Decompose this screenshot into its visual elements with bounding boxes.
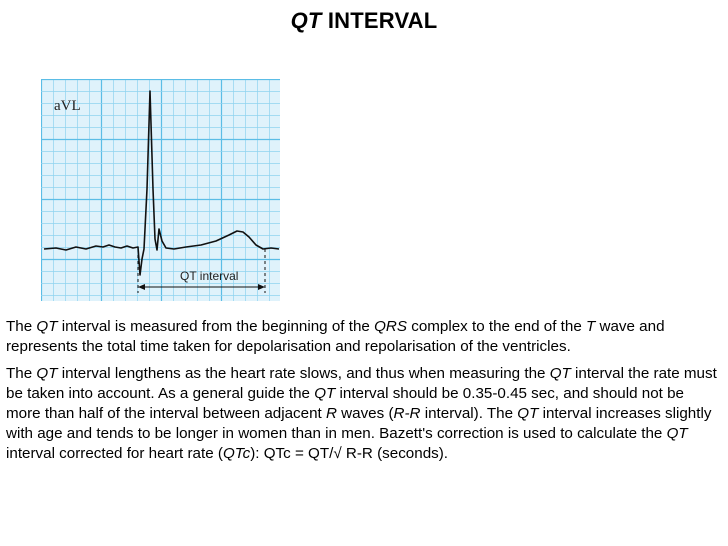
paragraph2-run: QTc [222, 445, 251, 462]
paragraph2-run: interval the rate must be taken into account. As a general guide the [6, 365, 717, 402]
page-title [0, 8, 728, 34]
lead-label: aVL [54, 98, 81, 114]
qt-interval-label: QT interval [180, 269, 239, 283]
paragraph1-run: QT [36, 318, 58, 335]
paragraph-2 [6, 364, 722, 464]
paragraph2-run: QT [314, 385, 336, 402]
paragraph1-run: The [6, 318, 37, 335]
paragraph1-run: T [586, 318, 596, 335]
body-text [6, 317, 722, 471]
paragraph2-run: QT [36, 365, 58, 382]
paragraph2-run: interval should be 0.35-0.45 sec, and should not be more than half of the interval between adjacent [6, 385, 685, 422]
paragraph1-run: QRS [374, 318, 407, 335]
paragraph2-run: interval lengthens as the heart rate slows, and thus when measuring the [57, 365, 550, 382]
paragraph2-run: R-R [393, 405, 421, 422]
paragraph-1 [6, 317, 722, 357]
paragraph2-run: R [325, 405, 337, 422]
paragraph2-run: interval increases slightly with age and tends to be longer in women than in men. Bazett's correction is used to calculate the [6, 405, 712, 442]
paragraph1-run: interval is measured from the beginning of the [57, 318, 375, 335]
ecg-svg [41, 79, 280, 301]
paragraph2-run: The [6, 365, 37, 382]
paragraph2-run: ): QTc = QT/√ R-R (seconds). [250, 445, 449, 462]
paragraph1-run: complex to the end of the [407, 318, 586, 335]
paragraph2-run: waves ( [336, 405, 394, 422]
paragraph1-run: wave and represents the total time taken for depolarisation and repolarisation of the ventricles. [6, 318, 665, 355]
paragraph2-run: interval corrected for heart rate ( [6, 445, 223, 462]
ecg-strip [41, 79, 280, 301]
paragraph2-run: interval). The [420, 405, 518, 422]
title-italic: QT [290, 8, 322, 33]
paragraph2-run: QT [666, 425, 688, 442]
title-rest: INTERVAL [321, 8, 438, 33]
paragraph2-run: QT [517, 405, 539, 422]
paragraph2-run: QT [549, 365, 571, 382]
